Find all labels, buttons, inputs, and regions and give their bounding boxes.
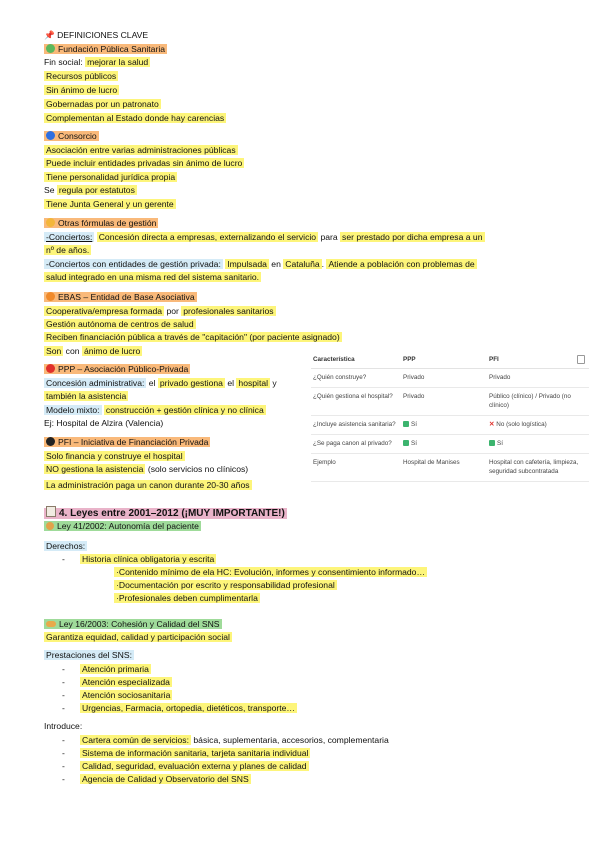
hc-item xyxy=(80,554,216,565)
consorcio-line xyxy=(44,145,238,156)
list-item-text: Cartera común de servicios: xyxy=(82,735,189,745)
list-item xyxy=(80,690,172,701)
cross-icon: ✕ xyxy=(489,421,495,428)
pfi-line xyxy=(44,480,252,491)
ebas-heading xyxy=(44,292,197,303)
leyes-heading-text: 4. Leyes entre 2001–2012 (¡MUY IMPORTANTE!) xyxy=(59,508,285,519)
fps-fin-label: Fin social: xyxy=(44,57,83,67)
ebas-line xyxy=(44,319,196,330)
entidades-text: Atiende a población con problemas de xyxy=(328,259,475,269)
table-header-row xyxy=(311,353,589,369)
table-cell-text: No (solo logística) xyxy=(496,421,547,428)
pfi-line-text: Solo financia y construye el hospital xyxy=(46,451,183,461)
consorcio-line xyxy=(44,158,244,169)
table-header: Característica xyxy=(311,353,401,369)
bullet: - xyxy=(62,735,65,745)
list-item xyxy=(80,774,251,785)
hc-sub-text: ·Documentación por escrito y responsabilidad profesional xyxy=(116,580,335,590)
fps-heading-text: Fundación Pública Sanitaria xyxy=(58,44,166,54)
ppp-line-text: el xyxy=(146,378,158,388)
ebas-line xyxy=(44,346,142,357)
table-cell-text: Sí xyxy=(411,421,417,428)
bullet: - xyxy=(62,761,65,771)
list-item xyxy=(80,761,309,772)
fps-line-text: Sin ánimo de lucro xyxy=(46,85,118,95)
red-circle-icon xyxy=(46,364,55,373)
list-item xyxy=(80,664,151,675)
bullet: - xyxy=(62,690,65,700)
consorcio-line xyxy=(44,172,177,183)
table-row xyxy=(311,435,589,454)
garantiza-text: Garantiza equidad, calidad y participación social xyxy=(46,632,230,642)
pfi-line-text: (solo servicios no clínicos) xyxy=(145,464,249,474)
table-cell: Privado xyxy=(487,369,589,388)
consorcio-line-text: Tiene personalidad jurídica propia xyxy=(46,172,176,182)
table-cell: Ejemplo xyxy=(311,454,401,482)
consorcio-heading-text: Consorcio xyxy=(58,131,97,141)
otras-heading-text: Otras fórmulas de gestión xyxy=(58,218,157,228)
conciertos-text: Concesión directa a empresas, externalizando el servicio xyxy=(98,232,317,242)
pfi-line xyxy=(44,451,185,462)
introduce-label xyxy=(44,721,82,732)
bullet: - xyxy=(62,703,65,713)
leyes-heading xyxy=(44,506,287,519)
fps-line xyxy=(44,113,226,124)
entidades-label: -Conciertos con entidades de gestión privada: xyxy=(46,259,221,269)
hc-sub-item xyxy=(114,567,427,578)
pfi-line-text: NO gestiona la asistencia xyxy=(46,464,144,474)
table-header: PFI xyxy=(487,353,589,369)
fps-line-fin xyxy=(44,57,150,68)
handshake-icon xyxy=(46,621,56,627)
ppp-line-text: Concesión administrativa: xyxy=(46,378,145,388)
ebas-line-text: profesionales sanitarios xyxy=(183,306,274,316)
hc-sub-text: ·Contenido mínimo de ela HC: Evolución, informes y consentimiento informado… xyxy=(116,567,426,577)
ppp-line-text: y xyxy=(270,378,277,388)
table-cell xyxy=(401,416,487,435)
entidades-text: en xyxy=(268,259,284,269)
list-item-text: Agencia de Calidad y Observatorio del SNS xyxy=(82,774,249,784)
check-icon xyxy=(403,421,409,427)
ebas-line-text: Cooperativa/empresa formada xyxy=(46,306,163,316)
list-item-text: Urgencias, Farmacia, ortopedia, dietéticos, transporte… xyxy=(82,703,296,713)
ebas-line-text: Gestión autónoma de centros de salud xyxy=(46,319,194,329)
person-icon xyxy=(46,522,54,530)
ppp-line-text: también la asistencia xyxy=(46,391,127,401)
pin-icon: 📌 xyxy=(44,30,55,40)
list-item xyxy=(80,748,310,759)
clipboard-icon xyxy=(46,506,56,517)
ppp-heading-text: PPP – Asociación Público-Privada xyxy=(58,364,189,374)
ppp-line xyxy=(44,405,266,416)
ley16-heading xyxy=(44,619,222,630)
ebas-line xyxy=(44,332,342,343)
comparison-table xyxy=(311,353,589,482)
list-item-text: Atención primaria xyxy=(82,664,149,674)
list-item xyxy=(80,703,297,714)
table-cell: ¿Quién gestiona el hospital? xyxy=(311,388,401,416)
conciertos-text: ser prestado por dicha empresa a un xyxy=(342,232,483,242)
fps-fin-value: mejorar la salud xyxy=(87,57,149,67)
section-title xyxy=(44,30,148,41)
hc-sub-item xyxy=(114,580,337,591)
title-text: DEFINICIONES CLAVE xyxy=(57,30,149,40)
ppp-line-text: construcción + gestión clínica y no clínica xyxy=(105,405,264,415)
ebas-line-text: Reciben financiación pública a través de "capitación" (por paciente asignado) xyxy=(46,332,340,342)
table-cell: ¿Incluye asistencia sanitaria? xyxy=(311,416,401,435)
conciertos-line xyxy=(44,232,485,243)
list-item xyxy=(80,735,389,746)
hc-text: Historia clínica obligatoria y escrita xyxy=(82,554,215,564)
bullet: - xyxy=(62,677,65,687)
ebas-line-text: ánimo de lucro xyxy=(83,346,141,356)
ppp-line-text: el xyxy=(224,378,237,388)
consorcio-line-text: regula por estatutos xyxy=(58,185,135,195)
entidades-text: Cataluña xyxy=(285,259,320,269)
list-item xyxy=(80,677,172,688)
table-row xyxy=(311,454,589,482)
conciertos-line xyxy=(44,245,91,256)
consorcio-line-text: Tiene Junta General y un gerente xyxy=(46,199,174,209)
table-cell-text: Sí xyxy=(497,440,503,447)
table-cell: Privado xyxy=(401,369,487,388)
list-item-text: Sistema de información sanitaria, tarjeta sanitaria individual xyxy=(82,748,309,758)
hc-sub-text: ·Profesionales deben cumplimentarla xyxy=(116,593,258,603)
ebas-line-text: Son xyxy=(46,346,62,356)
bullet: - xyxy=(62,554,65,564)
table-cell xyxy=(401,435,487,454)
ppp-line-text: Ej: Hospital de Alzira (Valencia) xyxy=(44,418,164,428)
ppp-line-text: Modelo mixto: xyxy=(46,405,100,415)
ebas-line-text: por xyxy=(164,306,182,316)
table-row xyxy=(311,388,589,416)
consorcio-heading xyxy=(44,131,99,142)
table-cell: Privado xyxy=(401,388,487,416)
green-circle-icon xyxy=(46,44,55,53)
pfi-line xyxy=(44,464,248,475)
prestaciones-text: Prestaciones del SNS: xyxy=(46,650,132,660)
pfi-heading xyxy=(44,437,210,448)
otras-heading xyxy=(44,218,158,229)
consorcio-line xyxy=(44,199,176,210)
fps-line xyxy=(44,71,118,82)
ebas-line-text: con xyxy=(63,346,82,356)
table-row xyxy=(311,369,589,388)
table-row xyxy=(311,416,589,435)
pfi-line-text: La administración paga un canon durante 20-30 años xyxy=(46,480,250,490)
ebas-line xyxy=(44,306,276,317)
consorcio-line xyxy=(44,185,137,196)
fps-line xyxy=(44,85,119,96)
ppp-line-text: hospital xyxy=(238,378,269,388)
check-icon xyxy=(403,440,409,446)
bullet: - xyxy=(62,774,65,784)
list-item-text: Atención especializada xyxy=(82,677,170,687)
conciertos-text: para xyxy=(318,232,341,242)
list-item-text: básica, suplementaria, accesorios, complementaria xyxy=(191,735,389,745)
pfi-heading-text: PFI – Iniciativa de Financiación Privada xyxy=(58,437,209,447)
conciertos-label: -Conciertos: xyxy=(46,232,93,242)
derechos-text: Derechos: xyxy=(46,541,86,551)
fps-line-text: Recursos públicos xyxy=(46,71,117,81)
entidades-text: salud integrado en una misma red del sistema sanitario. xyxy=(46,272,260,282)
ppp-line xyxy=(44,378,277,389)
ley41-heading-text: Ley 41/2002: Autonomía del paciente xyxy=(57,521,199,531)
ley16-heading-text: Ley 16/2003: Cohesión y Calidad del SNS xyxy=(59,619,220,629)
consorcio-line-text: Asociación entre varias administraciones públicas xyxy=(46,145,236,155)
table-cell-text: Sí xyxy=(411,440,417,447)
bullet: - xyxy=(62,748,65,758)
table-cell: Público (clínico) / Privado (no clínico) xyxy=(487,388,589,416)
table-cell: Hospital de Manises xyxy=(401,454,487,482)
entidades-text: . xyxy=(321,259,327,269)
orange-circle-icon xyxy=(46,292,55,301)
bullet: - xyxy=(62,664,65,674)
table-cell: ¿Quién construye? xyxy=(311,369,401,388)
ley41-heading xyxy=(44,521,201,532)
ppp-heading xyxy=(44,364,190,375)
ppp-line xyxy=(44,418,163,429)
black-circle-icon xyxy=(46,437,55,446)
table-header: PPP xyxy=(401,353,487,369)
hc-sub-item xyxy=(114,593,260,604)
conciertos-text: nº de años. xyxy=(46,245,90,255)
consorcio-line-text: Puede incluir entidades privadas sin ánimo de lucro xyxy=(46,158,243,168)
table-cell xyxy=(487,435,589,454)
derechos-label xyxy=(44,541,87,552)
table-cell: ¿Se paga canon al privado? xyxy=(311,435,401,454)
table-cell xyxy=(487,416,589,435)
fps-line xyxy=(44,99,161,110)
prestaciones-label xyxy=(44,650,134,661)
fps-line-text: Complementan al Estado donde hay carencias xyxy=(46,113,225,123)
fps-heading xyxy=(44,44,167,55)
list-item xyxy=(62,554,65,565)
entidades-text: Impulsada xyxy=(227,259,267,269)
list-item-text: Calidad, seguridad, evaluación externa y planes de calidad xyxy=(82,761,307,771)
entidades-line xyxy=(44,272,261,283)
table-cell: Hospital con cafetería, limpieza, seguridad subcontratada xyxy=(487,454,589,482)
list-item-text: Atención sociosanitaria xyxy=(82,690,171,700)
fps-line-text: Gobernadas por un patronato xyxy=(46,99,159,109)
ppp-line-text: privado gestiona xyxy=(159,378,223,388)
garantiza-line xyxy=(44,632,232,643)
yellow-circle-icon xyxy=(46,218,55,227)
check-icon xyxy=(489,440,495,446)
introduce-text: Introduce: xyxy=(44,721,83,731)
blue-circle-icon xyxy=(46,131,55,140)
entidades-line xyxy=(44,259,477,270)
consorcio-line-text: Se xyxy=(44,185,57,195)
ebas-heading-text: EBAS – Entidad de Base Asociativa xyxy=(58,292,195,302)
ppp-line xyxy=(44,391,128,402)
